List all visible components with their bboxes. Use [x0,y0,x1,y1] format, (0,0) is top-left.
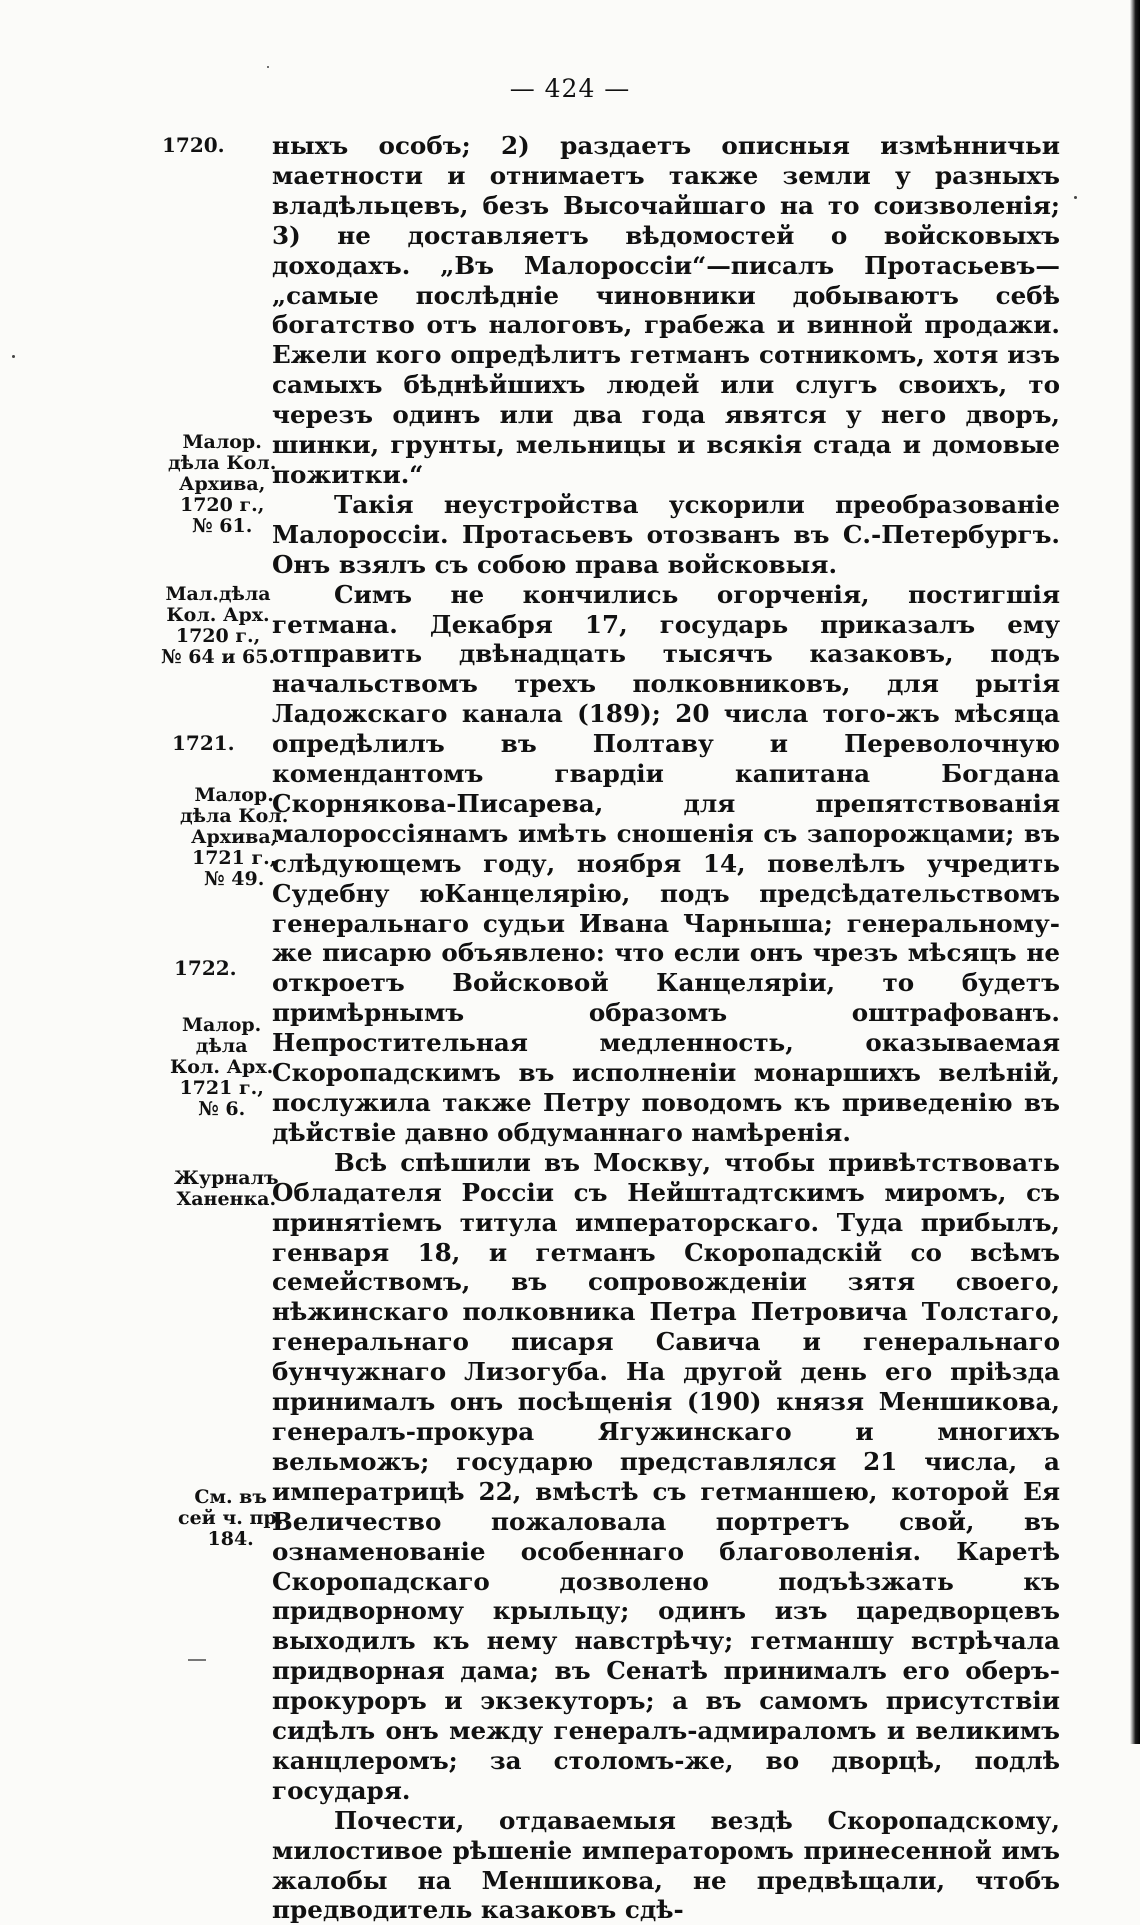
margin-year-1722: 1722. [174,956,237,980]
paragraph: Такія неустройства ускорили преобразованіе Малороссіи. Протасьевъ отозванъ въ С.-Петербургъ. Онъ взялъ съ собою права войсковыя. [272,489,1060,579]
margin-year-1720: 1720. [162,133,225,157]
paragraph: ныхъ особъ; 2) раздаетъ описныя измѣнничьи маетности и отнимаетъ также земли у разныхъ владѣльцевъ, безъ Высочайшаго на то соизволенія; 3) не доставляетъ вѣдомостей о войсковыхъ доходахъ. „Въ Малороссіи“—писалъ Протасьевъ—„самые послѣдніе чиновники добываютъ себѣ богатство отъ налоговъ, грабежа и винной продажи. Ежели кого опредѣлитъ гетманъ сотникомъ, хотя изъ самыхъ бѣднѣйшихъ людей или слугъ своихъ, то черезъ одинъ или два года явятся у него дворъ, шинки, грунты, мельницы и всякія стада и домовые пожитки.“ [272,131,1060,489]
body-text [272,131,1060,1925]
scan-speck [267,66,269,68]
margin-archive-ref-1721-49: Малор. дѣла Кол. Архива, 1721 г., № 49. [180,784,289,890]
margin-journal-khanenko: Журналъ Ханенка. [174,1167,279,1210]
paragraph: Почести, отдаваемыя вездѣ Скоропадскому, милостивое рѣшеніе императоромъ принесенной имъ жалобы на Меншикова, не предвѣщали, чтобъ предводитель казаковъ сдѣ- [272,1805,1060,1925]
margin-year-1721: 1721. [172,731,235,755]
margin-archive-ref-1720-61: Малор. дѣла Кол. Архива, 1720 г., № 61. [168,431,277,537]
scan-speck [12,355,15,358]
margin-archive-ref-1720-64-65: Мал.дѣла Кол. Арх. 1720 г., № 64 и 65. [161,583,276,668]
margin-see-note-184: См. въ сей ч. пр. 184. [178,1486,284,1550]
scan-speck [1074,196,1077,199]
paragraph: Всѣ спѣшили въ Москву, чтобы привѣтствовать Обладателя Россіи съ Нейштадтскимъ миромъ, съ принятіемъ титула императорскаго. Туда прибылъ, генваря 18, и гетманъ Скоропадскій со всѣмъ семействомъ, въ сопровожденіи зятя своего, нѣжинскаго полковника Петра Петровича Толстаго, генеральнаго писаря Савича и генеральнаго бунчужнаго Лизогуба. На другой день его пріѣзда принималъ онъ посѣщенія (190) князя Меншикова, генералъ-прокура Ягужинскаго и многихъ вельможъ; государю представлялся 21 числа, а императрицѣ 22, вмѣстѣ съ гетманшею, которой Ея Величество пожаловала портретъ свой, въ ознаменованіе особеннаго благоволенія. Каретѣ Скоропадскаго дозволено подъѣзжать къ придворному крыльцу; одинъ изъ царедворцевъ выходилъ къ нему навстрѣчу; гетманшу встрѣчала придворная дама; въ Сенатѣ принималъ его оберъ-прокуроръ и экзекуторъ; а въ самомъ присутствіи сидѣлъ онъ между генералъ-адмираломъ и великимъ канцлеромъ; за столомъ-же, во дворцѣ, подлѣ государя. [272,1147,1060,1805]
scan-dash-mark [188,1659,206,1661]
paragraph: Симъ не кончились огорченія, постигшія гетмана. Декабря 17, государь приказалъ ему отправить двѣнадцать тысячъ казаковъ, подъ начальствомъ трехъ полковниковъ, для рытія Ладожскаго канала (189); 20 числа того-жъ мѣсяца опредѣлилъ въ Полтаву и Переволочную комендантомъ гвардіи капитана Богдана Скорнякова-Писарева, для препятствованія малороссіянамъ имѣть сношенія съ запорожцами; въ слѣдующемъ году, ноября 14, повелѣлъ учредить Судебну юКанцелярію, подъ предсѣдательствомъ генеральнаго судьи Ивана Чарныша; генеральному-же писарю объявлено: что если онъ чрезъ мѣсяцъ не откроетъ Войсковой Канцеляріи, то будетъ примѣрнымъ образомъ оштрафованъ. Непростительная медленность, оказываемая Скоропадскимъ въ исполненіи монаршихъ велѣній, послужила также Петру поводомъ къ приведенію въ дѣйствіе давно обдуманнаго намѣренія. [272,579,1060,1147]
margin-archive-ref-1721-6: Малор. дѣла Кол. Арх. 1721 г., № 6. [170,1014,274,1120]
scan-edge-shadow [1130,0,1140,1744]
page-number: — 424 — [509,74,631,103]
